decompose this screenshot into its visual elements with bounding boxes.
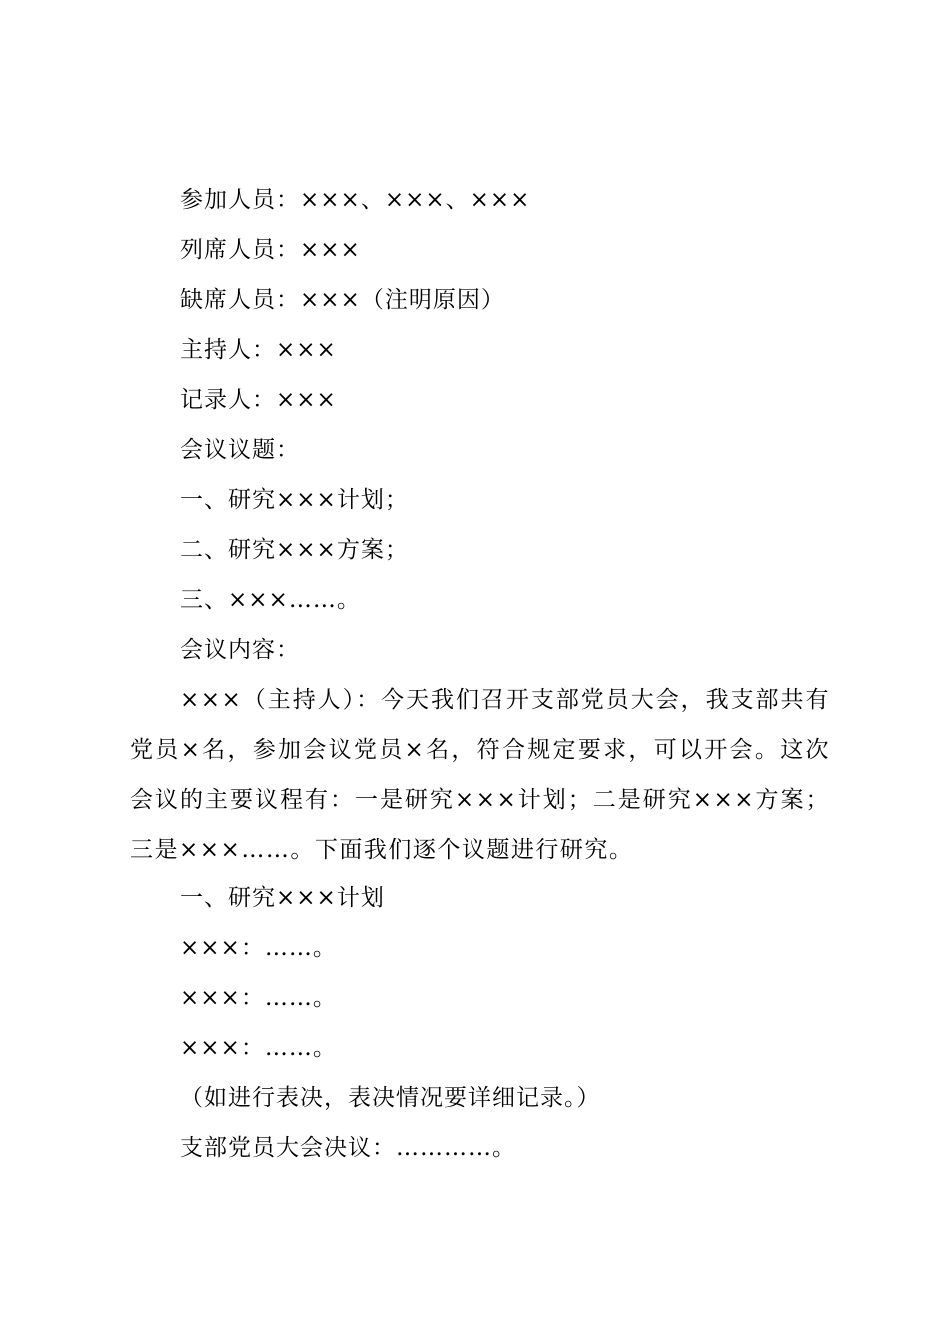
recorder-line: 记录人：××× [180, 387, 337, 413]
absentees-line: 缺席人员：×××（注明原因） [180, 287, 505, 313]
observers-line: 列席人员：××× [180, 237, 361, 263]
host-line: 主持人：××× [180, 337, 337, 363]
speech-entry: ×××：……。 [180, 1035, 337, 1061]
agenda-item: 三、×××……。 [180, 587, 361, 613]
opening-paragraph: ×××（主持人）：今天我们召开支部党员大会，我支部共有党员×名，参加会议党员×名，符合规定要求，可以开会。这次会议的主要议程有：一是研究×××计划；二是研究×××方案；三是×××……。下面我们逐个议题进行研究。 [130, 687, 830, 863]
section-one-heading: 一、研究×××计划 [180, 885, 385, 911]
attendees-line: 参加人员：×××、×××、××× [180, 187, 531, 213]
agenda-item: 二、研究×××方案； [180, 537, 409, 563]
speech-entry: ×××：……。 [180, 935, 337, 961]
vote-note: （如进行表决，表决情况要详细记录。） [180, 1085, 601, 1111]
speech-entry: ×××：……。 [180, 985, 337, 1011]
agenda-item: 一、研究×××计划； [180, 487, 409, 513]
agenda-heading: 会议议题： [180, 437, 300, 463]
resolution-line: 支部党员大会决议：…………。 [180, 1135, 516, 1161]
content-heading: 会议内容： [180, 637, 300, 663]
